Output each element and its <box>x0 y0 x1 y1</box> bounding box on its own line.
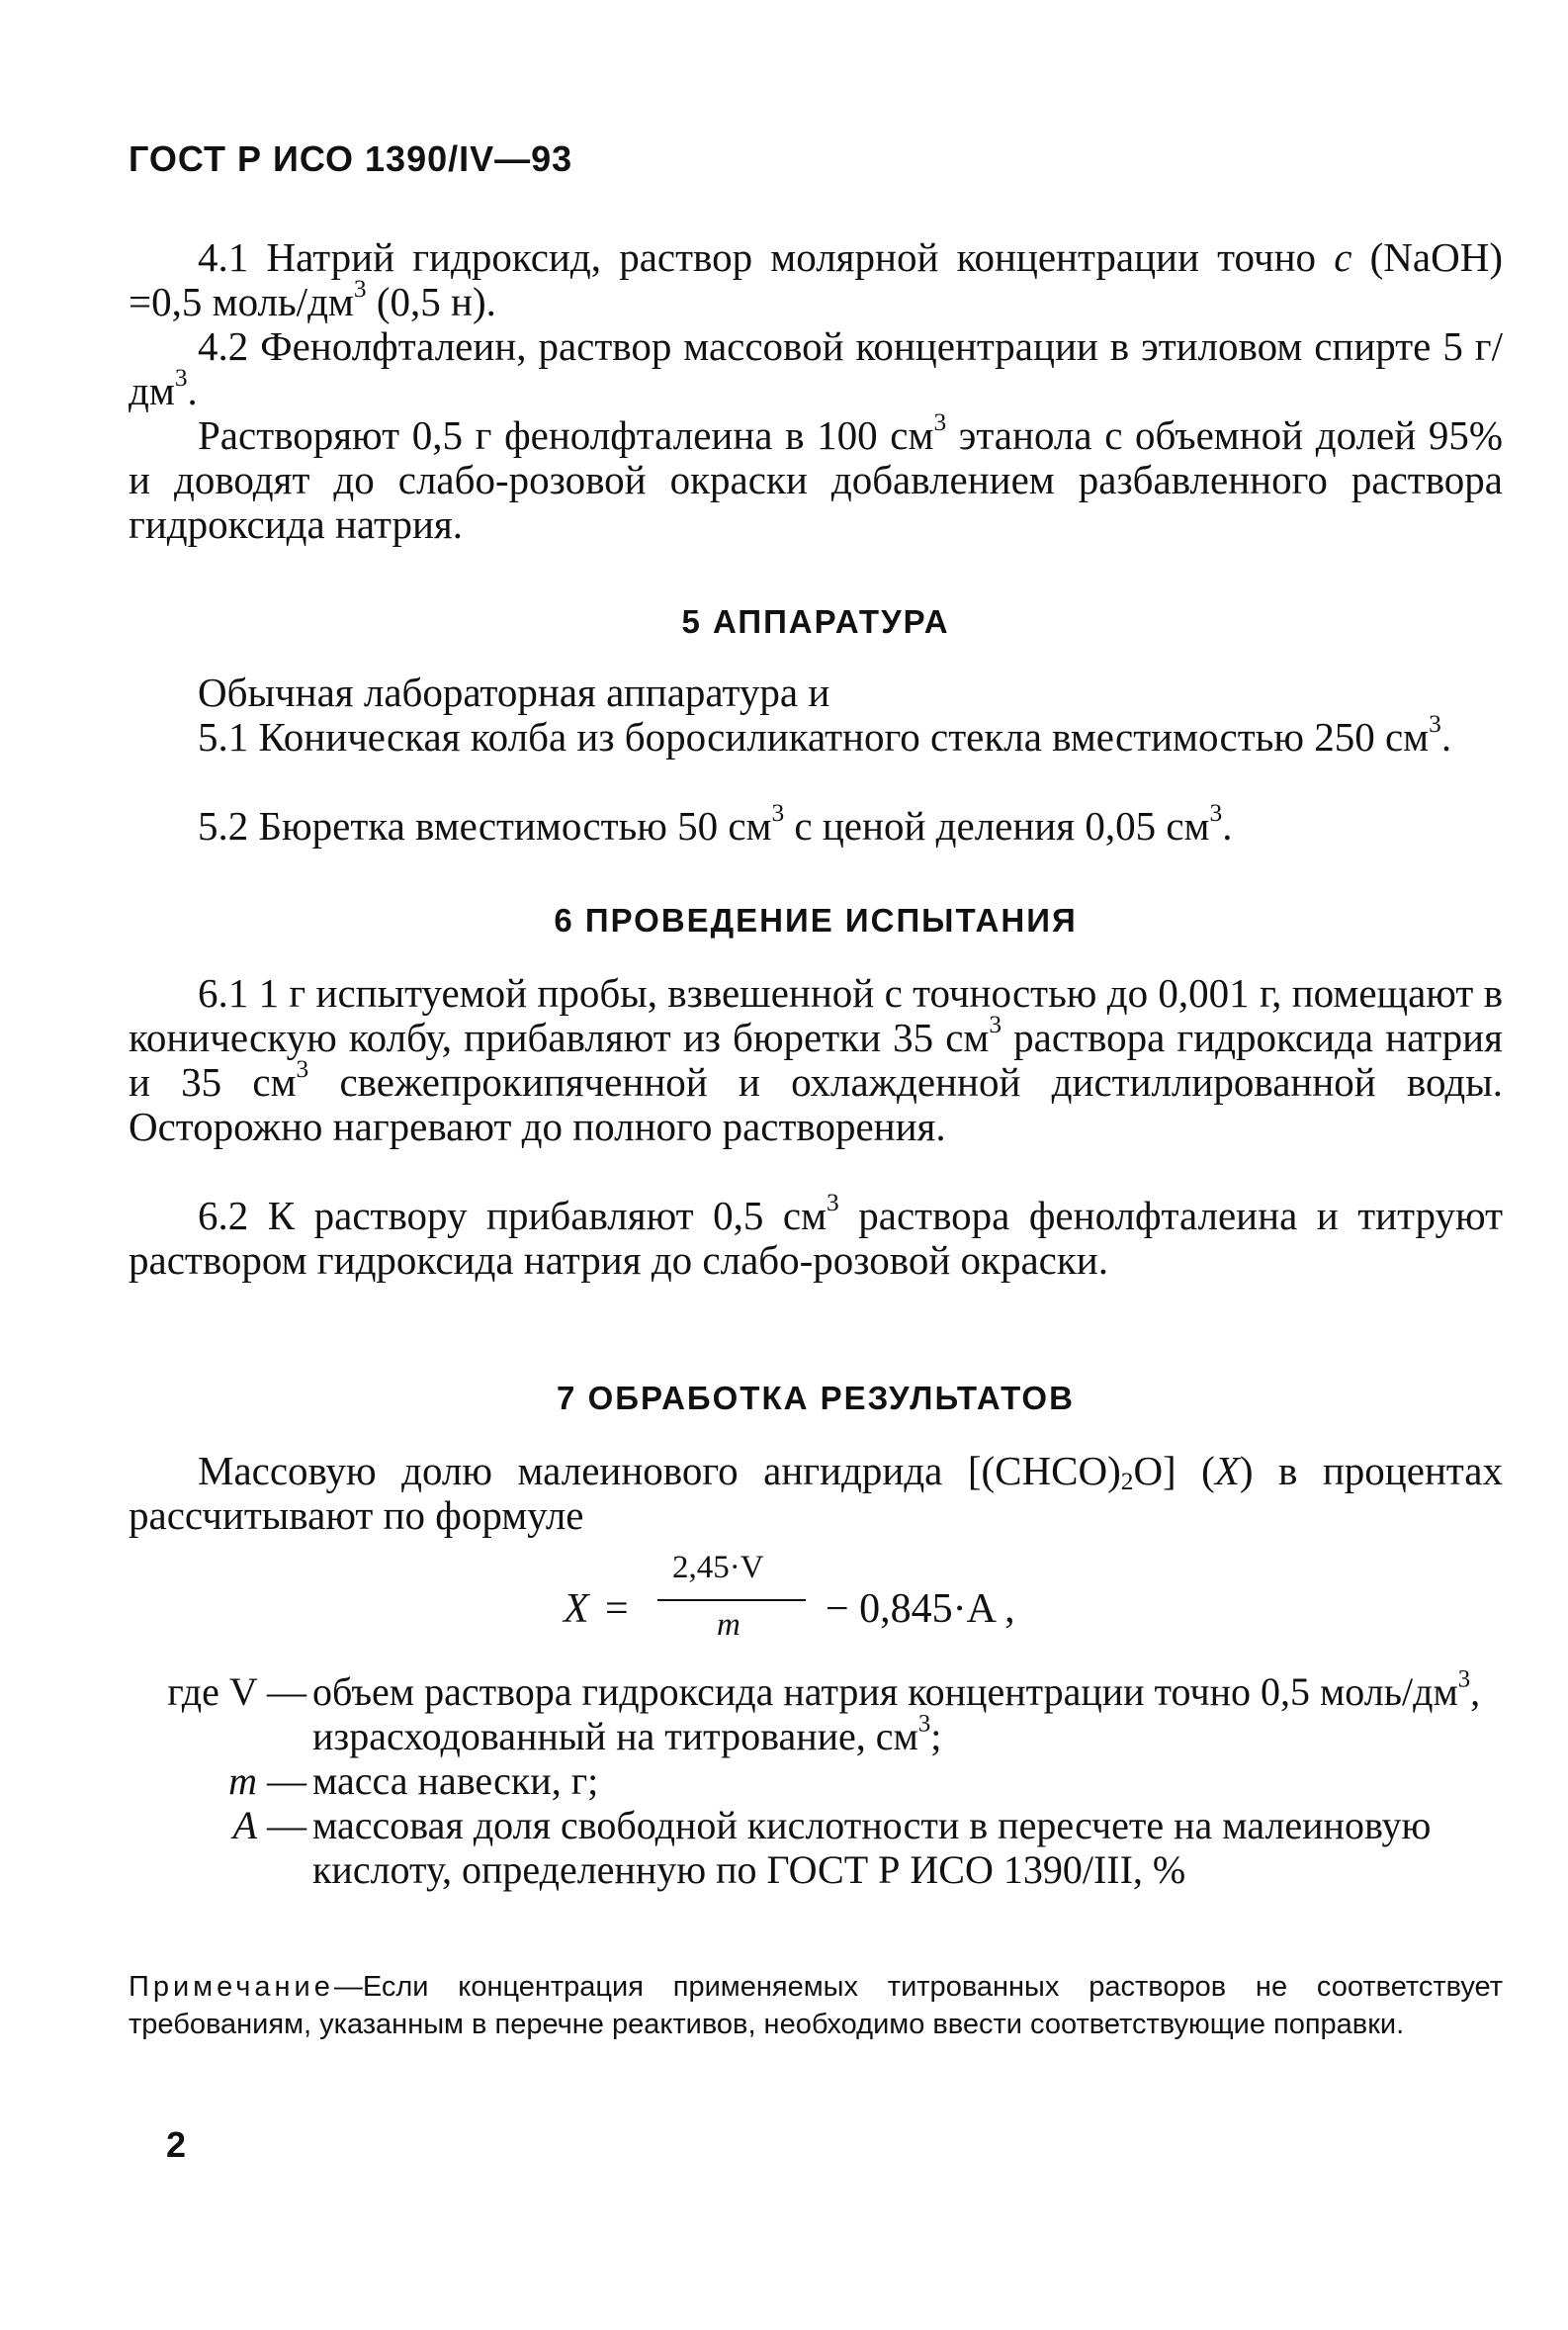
clause-text: с ценой деления 0,05 см <box>784 803 1210 849</box>
clause-text: Растворяют 0,5 г фенолфталеина в 100 см <box>198 412 934 458</box>
fraction-bar <box>657 1599 806 1601</box>
definition-text: массовая доля свободной кислотности в пересчете на малеиновую кислоту, определенную по ГОСТ Р ИСО 1390/III, % <box>312 1803 1432 1892</box>
superscript: 3 <box>827 1188 839 1216</box>
section-heading-5: 5 АППАРАТУРА <box>681 603 950 640</box>
formula-rest: − 0,845·A , <box>826 1586 1015 1632</box>
punctuation: . <box>1440 714 1452 760</box>
section-heading-7: 7 ОБРАБОТКА РЕЗУЛЬТАТОВ <box>557 1380 1075 1416</box>
paragraph-6-1 <box>129 971 1503 1149</box>
symbol-v: где V <box>167 1669 257 1714</box>
note-dash: — <box>333 1971 363 2003</box>
formula <box>564 1548 1157 1657</box>
definition-part: , израсходованный на титрование, см <box>312 1669 1481 1758</box>
formula-numerator: 2,45·V <box>672 1550 764 1585</box>
punctuation: ; <box>930 1714 942 1758</box>
superscript: 3 <box>1209 798 1223 827</box>
dash: — <box>267 1803 306 1847</box>
definition-part: объем раствора гидроксида натрия концентрации точно 0,5 моль/дм <box>312 1669 1458 1714</box>
symbol-m: m <box>228 1758 257 1803</box>
definition-symbol <box>158 1669 306 1758</box>
definition-text <box>306 1665 1503 1758</box>
page-header: ГОСТ Р ИСО 1390/IV—93 <box>129 138 573 179</box>
superscript: 3 <box>989 1010 1002 1038</box>
superscript: 3 <box>917 1710 931 1738</box>
definition-v <box>158 1665 1503 1758</box>
paragraph-4-1 <box>129 235 1503 324</box>
symbol-a: A <box>232 1803 257 1847</box>
clause-number: 4.1 <box>198 234 249 280</box>
paragraph-7 <box>129 1449 1503 1538</box>
page-number: 2 <box>166 2124 187 2165</box>
paragraph-6-2 <box>129 1188 1503 1283</box>
clause-text: Натрий гидроксид, раствор молярной концентрации точно <box>248 234 1335 280</box>
clause-text: 6.2 К раствору прибавляют 0,5 см <box>198 1193 828 1238</box>
clause-text: O] ( <box>1133 1448 1215 1493</box>
dash: — <box>267 1758 306 1803</box>
definition-symbol <box>158 1758 306 1803</box>
clause-text: свежепрокипяченной и охлажденной дистиллированной воды. Осторожно нагревают до полного растворения. <box>129 1059 1503 1149</box>
clause-text: 5.2 Бюретка вместимостью 50 см <box>198 803 772 849</box>
clause-text: Массовую долю малеинового ангидрида [(CHCO) <box>198 1448 1121 1493</box>
note-text: Если концентрация применяемых титрованных растворов не соответствует требованиям, указанным в перечне реактивов, необходимо ввести соответствующие поправки. <box>129 1971 1503 2040</box>
superscript: 3 <box>933 407 947 436</box>
clause-text: раствора гидроксида натрия и 35 см <box>129 1015 1503 1105</box>
clause-text: 6.1 1 г испытуемой пробы, взвешенной с точностью до 0,001 г, помещают в коническую колбу, прибавляют из бюретки 35 см <box>129 970 1503 1060</box>
formula-denominator: m <box>717 1607 740 1643</box>
clause-text: (0,5 н). <box>366 279 496 324</box>
paragraph-5-2 <box>129 798 1503 849</box>
clause-text: Фенолфталеин, раствор массовой концентрации в этиловом спирте 5 г/дм <box>129 323 1503 413</box>
symbol-x: X <box>1214 1448 1240 1493</box>
section-heading-6: 6 ПРОВЕДЕНИЕ ИСПЫТАНИЯ <box>554 902 1078 939</box>
subscript: 2 <box>1120 1468 1134 1496</box>
note-label: Примечание <box>129 1971 334 2003</box>
dash: — <box>267 1669 306 1714</box>
clause-text: этанола с объемной долей 95% и доводят до слабо-розовой окраски добавлением разбавленного раствора гидроксида натрия. <box>129 412 1503 547</box>
definition-text: масса навески, г; <box>312 1758 599 1803</box>
definition-m <box>158 1758 1503 1803</box>
paragraph-5-1 <box>129 709 1503 760</box>
clause-text: раствора фенолфталеина и титруют раствором гидроксида натрия до слабо-розовой окраски. <box>129 1193 1503 1283</box>
symbol-c: c <box>1334 234 1352 280</box>
superscript: 3 <box>296 1054 309 1083</box>
clause-number: 4.2 <box>198 323 249 369</box>
paragraph-4-2-method <box>129 407 1503 547</box>
punctuation: . <box>187 368 198 413</box>
definition-a <box>158 1803 1503 1892</box>
clause-text: 5.1 Коническая колба из боросиликатного стекла вместимостью 250 см <box>198 714 1430 760</box>
superscript: 3 <box>1457 1665 1471 1693</box>
formula-lhs: X <box>564 1586 589 1632</box>
superscript: 3 <box>174 363 188 392</box>
formula-equals: = <box>605 1586 629 1632</box>
paragraph-4-2 <box>129 324 1503 413</box>
punctuation: . <box>1222 803 1233 849</box>
definition-symbol <box>158 1803 306 1892</box>
paragraph-5-intro: Обычная лабораторная аппаратура и <box>198 670 830 715</box>
superscript: 3 <box>353 274 367 303</box>
clause-text: (NaOH) =0,5 моль/дм <box>129 234 1503 324</box>
note <box>129 1968 1503 2043</box>
superscript: 3 <box>771 798 785 827</box>
clause-text: ) в процентах рассчитывают по формуле <box>129 1448 1504 1538</box>
superscript: 3 <box>1429 709 1441 738</box>
variable-definitions <box>158 1665 1503 1892</box>
